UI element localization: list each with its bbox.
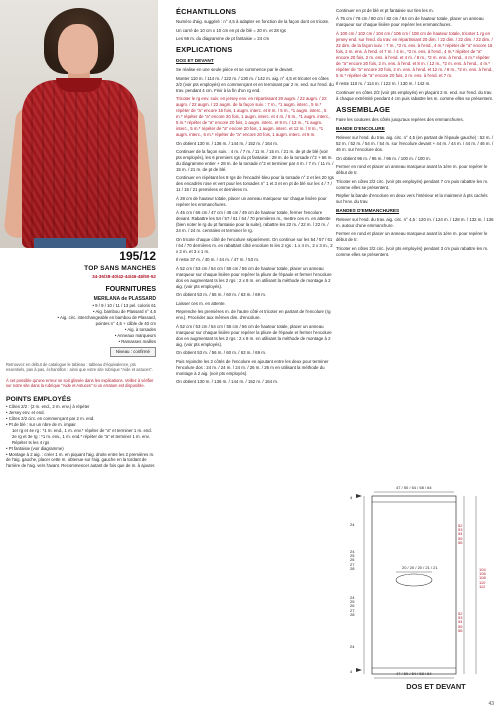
neck-width-label: 20 / 20 / 20 / 21 / 21 [402,565,438,570]
bandes-emmanchures-heading: BANDES D'EMMANCHURES [336,207,400,213]
instruction-paragraph: À 100 cm / 102 cm / 104 cm / 106 cm / 108 cm de hauteur totale, tricoter 1 rg en jersey end. sur l'end. du trav. en répartissant 20 dim. / 22 dim. / 22 dim. / 22 dim. / 22 dim. de la façon suiv. : 7 m., *2 m. ens. à l'end., 4 m.* répéter de "a" encore 16 fois, 2 m. ens. à l'end. et 7 m. / 4 m., *2 m. ens. à l'end., 4 m.* répéter de "a" encore 20 fois, 2 m. ens. à l'end. et 4 m. / 8 m., *2 m. ens. à l'end., 4 m.* répéter de "a" encore 20 fois, 2 m. ens. à l'end. et 8 m. / 12 m., *2 m. ens. à l'end., 4 m.* répéter de "a" encore 20 fois, 2 m. ens. à l'end. et 12 m. / 8 m., *2 m. ens. à l'end., 5 m.* répéter de "a" encore 20 fois, 2 m. ens. à l'end. et 7 m. [336,30,494,78]
instruction-paragraph: On obtient 53 m. / 56 m. / 60 m. / 63 m. / 69 m. [176,350,267,356]
left-info-column [6,250,156,469]
right-total-value: 106 [479,571,486,577]
dos-devant-subheading: DOS ET DEVANT [176,58,214,64]
echantillon-line: Les 66 m. du diagramme de pt fantaisie = 24 cm [176,36,270,42]
instruction-paragraph: À 45 cm / 66 cm / 47 cm / 48 cm / 49 cm de hauteur totale, fermer l'encolure devant. Rabattre les 54 / 57 / 61 / 64 / 70 premières m., mettre ces m. en attente (bien noter le rg du pt fantaisie pour la suite), rabattre les 22 m. / 22 m. / 22 m. / 24 m. / 24 m. centrales et terminer le rg. [176,210,331,234]
right-column [336,8,494,258]
model-face [58,24,98,74]
right-lower-value: 53 [458,615,463,621]
fournitures-heading: FOURNITURES [105,285,156,293]
model-jeans [34,238,126,248]
instruction-paragraph: Monter 110 m. / 114 m. / 122 m. / 130 m. / 142 m. aig. n° 4,5 et tricoter en côtes 2/2 (voir pts employés) en commençant et en terminant par 2 m. end. sur l'end. du trav. pendant 4 cm. Finir à la fin d'un rg end. [176,75,334,93]
point-item: • Côtes 2/2 : (2 m. end., 2 m. env.) à répéter [6,404,90,410]
instruction-paragraph: À 28 cm de hauteur totale, placer un anneau marqueur sur chaque lisière pour repérer les emmanchures. [176,195,327,207]
instruction-paragraph: Continuer en répétant les 8 rgs de l'encadré bleu pour la torsade n° 2 et les 20 rgs des encadrés rose et vert pour les torsades n° 1 et 3 et en pt de blé sur les 4 / 7 / 11 / 15 / 21 premières et dernières m. [176,175,334,193]
top-width-label: 47 / 50 / 54 / 58 / 64 [396,485,432,490]
instruction-paragraph: À 52 cm / 53 cm / 54 cm / 55 cm / 56 cm de hauteur totale, placer un anneau marqueur sur chaque lisière pour repérer la pliure de l'épaule et fermer l'encolure dos en augmentant ts les 2 rgs : 2 x 8 m. en utilisant la méthode de montage à 2 aig. (voir pts employés). [176,323,332,347]
point-item: 2e rg et 3e rg : *1 m. env., 1 m. end.* répéter de "a" et terminer 1 m. env. [12,433,150,439]
right-lower-value: 55 [458,623,463,629]
assemblage-text: Faire les coutures des côtés jusqu'aux repères des emmanchures. [336,117,464,123]
left-lower-labels [350,596,354,617]
instruction-paragraph: On obtient 53 m. / 56 m. / 60 m. / 63 m. / 69 m. [176,292,267,298]
pattern-title: TOP SANS MANCHES [84,265,156,273]
right-upper-value: 54 [458,531,463,537]
red-knit-top [22,80,138,248]
left-top-label: 4 [350,495,353,500]
fourniture-line: • Aig. circ. interchangeable en bambou de Plassard, [57,315,156,321]
erratum-note: À cet possible qu'une erreur se soit glissée dans les explications. Veillez à vérifier sur notre site dans la rubrique "Aide et Astuces" si un erratum est disponible. [6,377,154,389]
left-bottom-small-label: 4 [350,669,353,674]
right-total-value: 112 [479,583,486,589]
left-upper-value: 27 [350,561,355,567]
right-upper-labels [458,524,462,545]
instruction-paragraph: Tricoter en côtes 2/2 circ. (voir pts employés) pendant 3 cm puis rabattre les m. comme elles se présentent. [336,245,489,257]
schematic-drawing [336,484,494,684]
instruction-paragraph: On obtient 130 m. / 136 m. / 144 m. / 152 m. / 164 m. [176,378,279,384]
instruction-paragraph: Relever sur l'end. du trav. aig. circ. n° 4,5 : 120 m. / 124 m. / 128 m. / 132 m. / 136 m. autour d'une emmanchure. [336,216,494,228]
right-upper-value: 55 [458,535,463,541]
left-mid-label: 24 [350,522,355,527]
instruction-paragraph: Fermer en rond et placer un anneau marqueur avant la 1ère m. pour repérer le début de tr. [336,164,488,176]
left-upper-value: 28 [350,565,355,571]
right-total-value: 110 [479,579,486,585]
neck-opening [396,574,432,586]
points-heading: POINTS EMPLOYÉS [6,395,71,403]
note-text: Retrouvez en début de catalogue le tableau : tableau d'équivalence, pts essentiels, pas à pas, échantillon : ainsi que votre site rubrique "Aide et astuces". [6,361,153,373]
bande-encolure-heading: BANDE D'ENCOLURE [336,126,385,132]
left-upper-value: 24 [350,549,355,554]
instruction-paragraph: Se réalise en une seule pièce et se commence par le devant. [176,67,294,73]
right-lower-value: 56 [458,627,463,633]
point-item: • Montage à 2 aig. : créer 1 m. en piquant l'aig. droite entre les 2 premières m. de l'aig. gauche, placer cette m. obtenue sur l'aig. gauche en la tordant de l'arrière de l'aig. vers l'avant. Recommencer autant de fois que de m. à ajouter. [6,451,156,469]
diagram-title: DOS ET DEVANT [406,682,466,691]
left-upper-value: 26 [350,557,355,563]
fourniture-line: • Anneaux marqueurs [114,332,156,338]
right-lower-labels [458,612,462,633]
fourniture-line: • Aig. bambou de Plassard n° 4,5 [93,309,156,315]
fourniture-line: • 9 / 9 / 10 / 11 / 13 pel. coloris 61 [92,303,156,309]
instruction-paragraph: Puis rejoindre les 2 côtés de l'encolure en ajoutant entre les deux pour terminer l'encolure dos : 24 m. / 24 m. / 24 m. / 26 m. / 26 m en utilisant la méthode du montage à 2 aig. (voir pts employés). [176,358,329,376]
fourniture-line: • Aig. à torsades [124,326,156,332]
pattern-sizes: 34-36/38-40/42-44/46-48/50-52 [92,274,156,280]
point-item: • Pt fantaisie (voir diagramme) [6,445,64,451]
fourniture-line: pointes n° 4,5 + câble de 40 cm [95,320,156,326]
level-badge [6,347,156,357]
left-upper-labels [350,550,354,571]
instruction-paragraph: Fermer en rond et placer un anneau marqueur avant la 1ère m. pour repérer le début de tr. [336,231,488,243]
instruction-paragraph: Relever sur l'end. du trav. aig. circ. n° 4,5 (en partant de l'épaule gauche) : 52 m. / 52 m. / 52 m. / 54 m. / 54 m. sur l'encolure devant + 44 m. / 44 m. / 44 m. / 46 m. / 46 m. sur l'encolure dos. [336,135,494,153]
instruction-paragraph: Tricoter en côtes 2/2 circ. (voir pts employés) pendant 7 cm puis rabattre les m. comme elles se présentent. [336,178,489,190]
right-lower-value: 52 [458,611,463,616]
instruction-paragraph: Il reste 110 m. / 114 m. / 122 m. / 130 m. / 142 m. [336,81,431,87]
fournitures-list [6,303,156,344]
schematic-diagram [336,484,494,692]
right-total-labels [479,568,486,589]
page-number: 43 [488,701,494,708]
point-item: Répéter ts les 4 rgs [12,439,50,445]
right-lower-value: 54 [458,619,463,625]
yarn-name: MERILANA de PLASSARD [93,296,156,303]
fourniture-line: • Ramasses mailles [118,338,156,344]
assemblage-heading: ASSEMBLAGE [336,104,391,114]
point-item: • Jersey env. et end. [6,410,45,416]
instruction-paragraph: À 52 cm / 53 cm / 54 cm / 55 cm / 56 cm de hauteur totale, placer un anneau marqueur sur chaque lisière pour repérer la pliure de l'épaule et fermer l'encolure dos en augmentant ts les 2 rgs : 2 x 8 m. en utilisant la méthode de montage à 2 aig. (voir pts employés). [176,265,332,289]
instruction-paragraph: Continuer de la façon suiv. : 4 m. / 7 m. / 11 m. / 15 m. / 21 m. de pt de blé (voir pts employés), les 6 premiers rgs du pt fantaisie : 28 m. de la torsade n°2 + 66 m. du diagramme entier + 28 m. de la torsade n°2 et terminer par 4 m. / 7 m. / 11 m. / 15 m. / 21 m. de pt de blé. [176,149,334,172]
left-lower-value: 25 [350,599,355,605]
right-upper-value: 56 [458,539,463,545]
point-item: • Côtes 2/2 circ. en commençant par 2 m. end. [6,416,95,421]
instruction-paragraph: Il reste 37 m. / 40 m. / 44 m. / 47 m. / 53 m. [176,257,260,263]
instruction-paragraph: À 76 cm / 78 cm / 80 cm / 82 cm / 84 cm de hauteur totale, placer un anneau marqueur sur chaque lisière pour repérer les emmanchures. [336,16,484,28]
knit-collar [56,78,102,92]
echantillon-line: Numéro d'aig. suggéré : n° 4,5 à adapter en fonction de la façon dont on tricote. [176,19,330,25]
model-photo [0,0,158,248]
notes-block [6,362,156,389]
right-upper-value: 53 [458,527,463,533]
point-item: • Pt de blé : sur un nbre de m. impair [6,421,76,427]
instruction-paragraph: Laisser ces m. en attente. [176,300,226,306]
instruction-paragraph: Tricoter le rg env. suiv. en jersey env. en répartissant 20 augm. / 22 augm. / 22 augm. / 22 augm. / 22 augm. de la façon suiv. : 7 m., *1 augm. interc., 5 m.* répéter de "a" encore 16 fois, 1 augm. interc. et 8 m. / 5 m., *1 augm. interc., 5 m.* répéter de "a" encore 20 fois, 1 augm. interc. et 4 m. / 8 m., *1 augm. interc., 5 m.* répéter de "a" encore 20 fois, 1 augm. interc. et 9 m. / 13 m., *1 augm. interc., 5 m.* répéter de "a" encore 20 fois, 1 augm. interc. et 12 m. / 8 m., *1 augm. interc., 6 m.* répéter de "a" encore 20 fois, 1 augm. interc. et 8 m. [176,96,331,138]
point-item: 1er rg et 4e rg : *1 m. end., 1 m. env.* répéter de "a" et terminer 1 m. end. [12,427,152,433]
bottom-width-label: 47 / 50 / 54 / 58 / 64 [396,671,432,676]
arrow-head [356,668,362,672]
instruction-paragraph: On obtient 130 m. / 136 m. / 144 m. / 152 m. / 164 m. [176,140,279,146]
left-lower-value: 27 [350,607,355,613]
left-lower-value: 24 [350,595,355,600]
explications-heading: EXPLICATIONS [176,45,233,55]
left-bottom-label: 24 [350,644,355,649]
instruction-paragraph: Continuer en côtes 2/2 (voir pts employés) en plaçant 2 m. end. sur l'end. du trav. à chaque extrémité pendant 4 cm puis rabattre les m. comme elles se présentent. [336,89,493,101]
pattern-number: 195/12 [119,249,156,263]
left-upper-value: 25 [350,553,355,559]
right-upper-value: 52 [458,523,463,528]
middle-column [176,8,334,385]
points-list [6,404,156,469]
echantillon-line: Un carré de 10 cm x 10 cm en pt de blé = 20 m. et 28 rgs [176,27,286,33]
instruction-paragraph: On obtient 96 m. / 96 m. / 96 m. / 100 m. / 100 m. [336,155,431,161]
echantillons-heading: ÉCHANTILLONS [176,7,237,16]
instruction-paragraph: Replier la bande d'encolure en deux vers l'intérieur et la maintenir à pts cachés sur l'env. du trav. [336,193,488,204]
left-lower-value: 28 [350,611,355,617]
level-text: Niveau : confirmé [110,347,156,357]
instruction-paragraph: Reprendre les premières m. de l'autre côté et tricoter en partant de l'encolure (rg env.). Procéder aux mêmes dim. d'encolure. [176,309,331,321]
right-total-value: 108 [479,575,486,581]
instruction-paragraph: Continuer en pt de blé et pt fantaisie sur tles les m. [336,8,434,13]
instruction-paragraph: On tricote chaque côté de l'encolure séparément. On continue sur les 54 / 57 / 61 / 64 / 70 dernières m. en rabattant côté encolure ts les 2 rgs : 1 x 4 m., 2 x 3 m., 2 x 2 m. et 3 x 1 m. [176,236,333,254]
arrow-head [356,494,362,498]
garment-outline [372,496,456,674]
right-total-value: 104 [479,567,486,572]
left-lower-value: 26 [350,603,355,609]
